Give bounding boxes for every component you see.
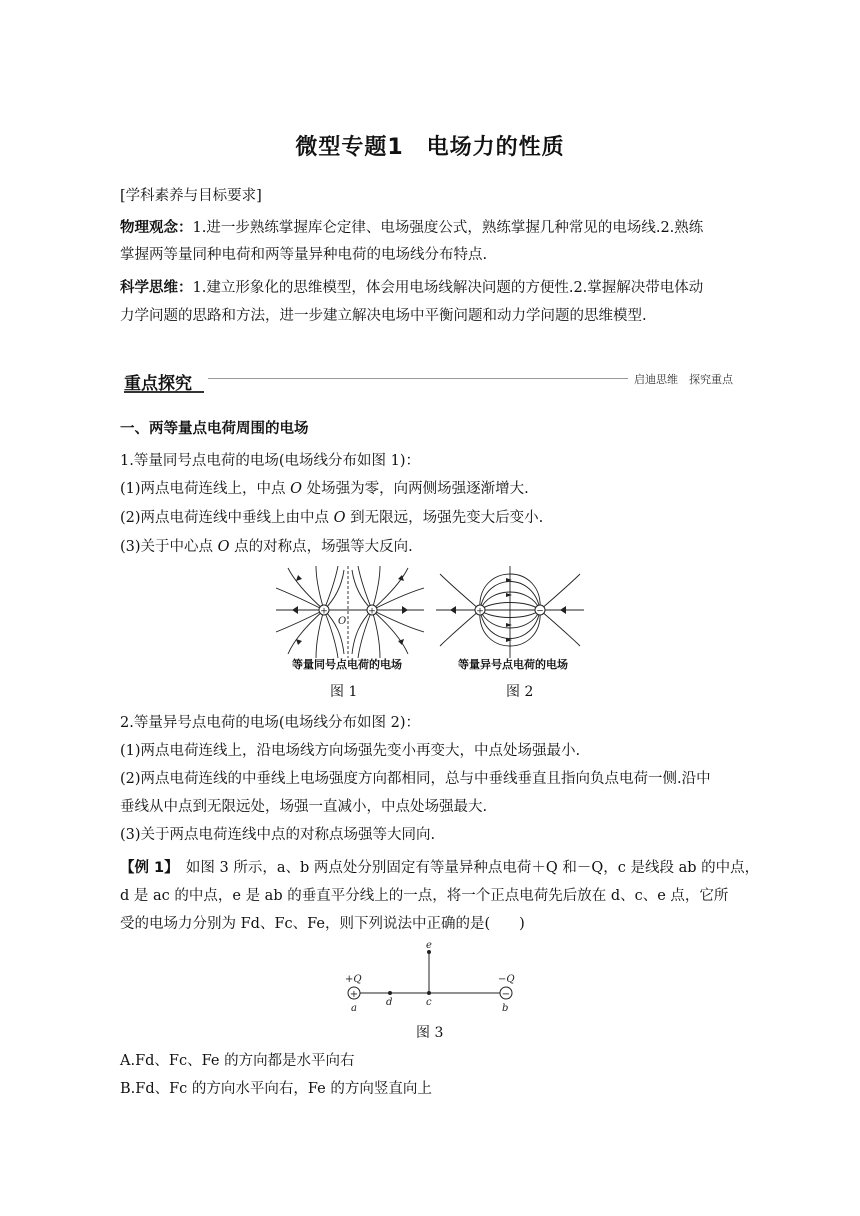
p1-3a: (3)关于中心点 (120, 539, 218, 555)
fig3-plusQ: +Q (345, 974, 362, 985)
p2-item-1: (1)两点电荷连线上，沿电场线方向场强先变小再变大，中点处场强最小. (120, 743, 581, 759)
p1-1b: O (290, 481, 303, 497)
svg-text:+: + (476, 606, 484, 617)
fig1-caption: 等量同号点电荷的电场 (292, 658, 402, 671)
p2-item-2a: (2)两点电荷连线的中垂线上电场强度方向都相同，总与中垂线垂直且指向负点电荷一侧.沿中 (120, 771, 711, 787)
fig2-caption: 等量异号点电荷的电场 (458, 658, 568, 671)
p2-item-2b: 垂线从中点到无限远处，场强一直减小，中点处场强最大. (120, 799, 488, 815)
thinking-line-1 (120, 278, 745, 298)
thinking-label: 科学思维： (120, 280, 193, 296)
svg-text:+: + (320, 606, 328, 617)
p1-2b: O (333, 510, 346, 526)
p1-2c: 到无限远，场强先变大后变小. (345, 510, 544, 526)
p1-item-1 (120, 479, 745, 499)
fig3-d: d (386, 997, 393, 1008)
fig3-label: 图 3 (416, 1025, 444, 1041)
subsection-title: 一、两等量点电荷周围的电场 (120, 421, 309, 437)
svg-text:+: + (349, 989, 359, 1000)
option-b: B.Fd、Fc 的方向水平向右，Fe 的方向竖直向上 (120, 1081, 432, 1097)
fig3-c: c (426, 997, 432, 1008)
concept-line-1 (120, 218, 745, 238)
p1-3b: O (217, 539, 230, 555)
section-underline (124, 391, 204, 393)
concept-text-1: 1.进一步熟练掌握库仑定律、电场强度公式，熟练掌握几种常见的电场线.2.熟练 (192, 220, 704, 236)
example-line-3: 受的电场力分别为 Fd、Fc、Fe，则下列说法中正确的是( ) (120, 916, 525, 932)
svg-text:−: − (536, 606, 544, 617)
p1-2a: (2)两点电荷连线中垂线上由中点 (120, 510, 334, 526)
fig3-a: a (351, 1003, 357, 1014)
p2-item-3: (3)关于两点电荷连线中点的对称点场强等大同向. (120, 827, 436, 843)
figure-3-diagram (336, 938, 526, 1018)
fig3-e: e (426, 940, 432, 951)
p1-item-3 (120, 537, 745, 557)
option-a: A.Fd、Fc、Fe 的方向都是水平向右 (120, 1053, 355, 1069)
thinking-text-1: 1.建立形象化的思维模型，体会用电场线解决问题的方便性.2.掌握解决带电体动 (192, 280, 704, 296)
example-label: 【例 1】 (120, 860, 172, 876)
fig3-minusQ: −Q (498, 974, 515, 985)
section-title: 重点探究 (124, 374, 192, 394)
figure-1-field-lines (276, 566, 424, 658)
fig2-label: 图 2 (506, 684, 534, 700)
fig3-b: b (502, 1003, 509, 1014)
example-text-1: 如图 3 所示，a、b 两点处分别固定有等量异种点电荷＋Q 和－Q，c 是线段 ab 的中点， (185, 860, 760, 876)
p1-3c: 点的对称点，场强等大反向. (229, 539, 413, 555)
svg-text:−: − (501, 989, 511, 1000)
figure-2-field-lines (436, 566, 584, 658)
example-line-1 (120, 858, 760, 878)
fig1-O-label: O (338, 616, 347, 627)
fig1-label: 图 1 (330, 684, 358, 700)
p1-item-2 (120, 508, 745, 528)
page-title: 微型专题1 电场力的性质 (295, 135, 565, 160)
goals-header: [学科素养与目标要求] (120, 188, 262, 204)
thinking-line-2: 力学问题的思路和方法，进一步建立解决电场中平衡问题和动力学问题的思维模型. (120, 308, 647, 324)
concept-label: 物理观念： (120, 220, 193, 236)
p1-1c: 处场强为零，向两侧场强逐渐增大. (302, 481, 529, 497)
p2-title: 2.等量异号点电荷的电场(电场线分布如图 2)： (120, 715, 420, 731)
p1-title: 1.等量同号点电荷的电场(电场线分布如图 1)： (120, 453, 420, 469)
p1-1a: (1)两点电荷连线上，中点 (120, 481, 291, 497)
svg-text:+: + (368, 606, 376, 617)
section-divider (208, 378, 628, 379)
concept-line-2: 掌握两等量同种电荷和两等量异种电荷的电场线分布特点. (120, 247, 488, 263)
example-line-2: d 是 ac 的中点，e 是 ab 的垂直平分线上的一点，将一个正点电荷先后放在 d、c、e 点，它所 (120, 888, 729, 904)
section-tag: 启迪思维 探究重点 (634, 373, 733, 386)
